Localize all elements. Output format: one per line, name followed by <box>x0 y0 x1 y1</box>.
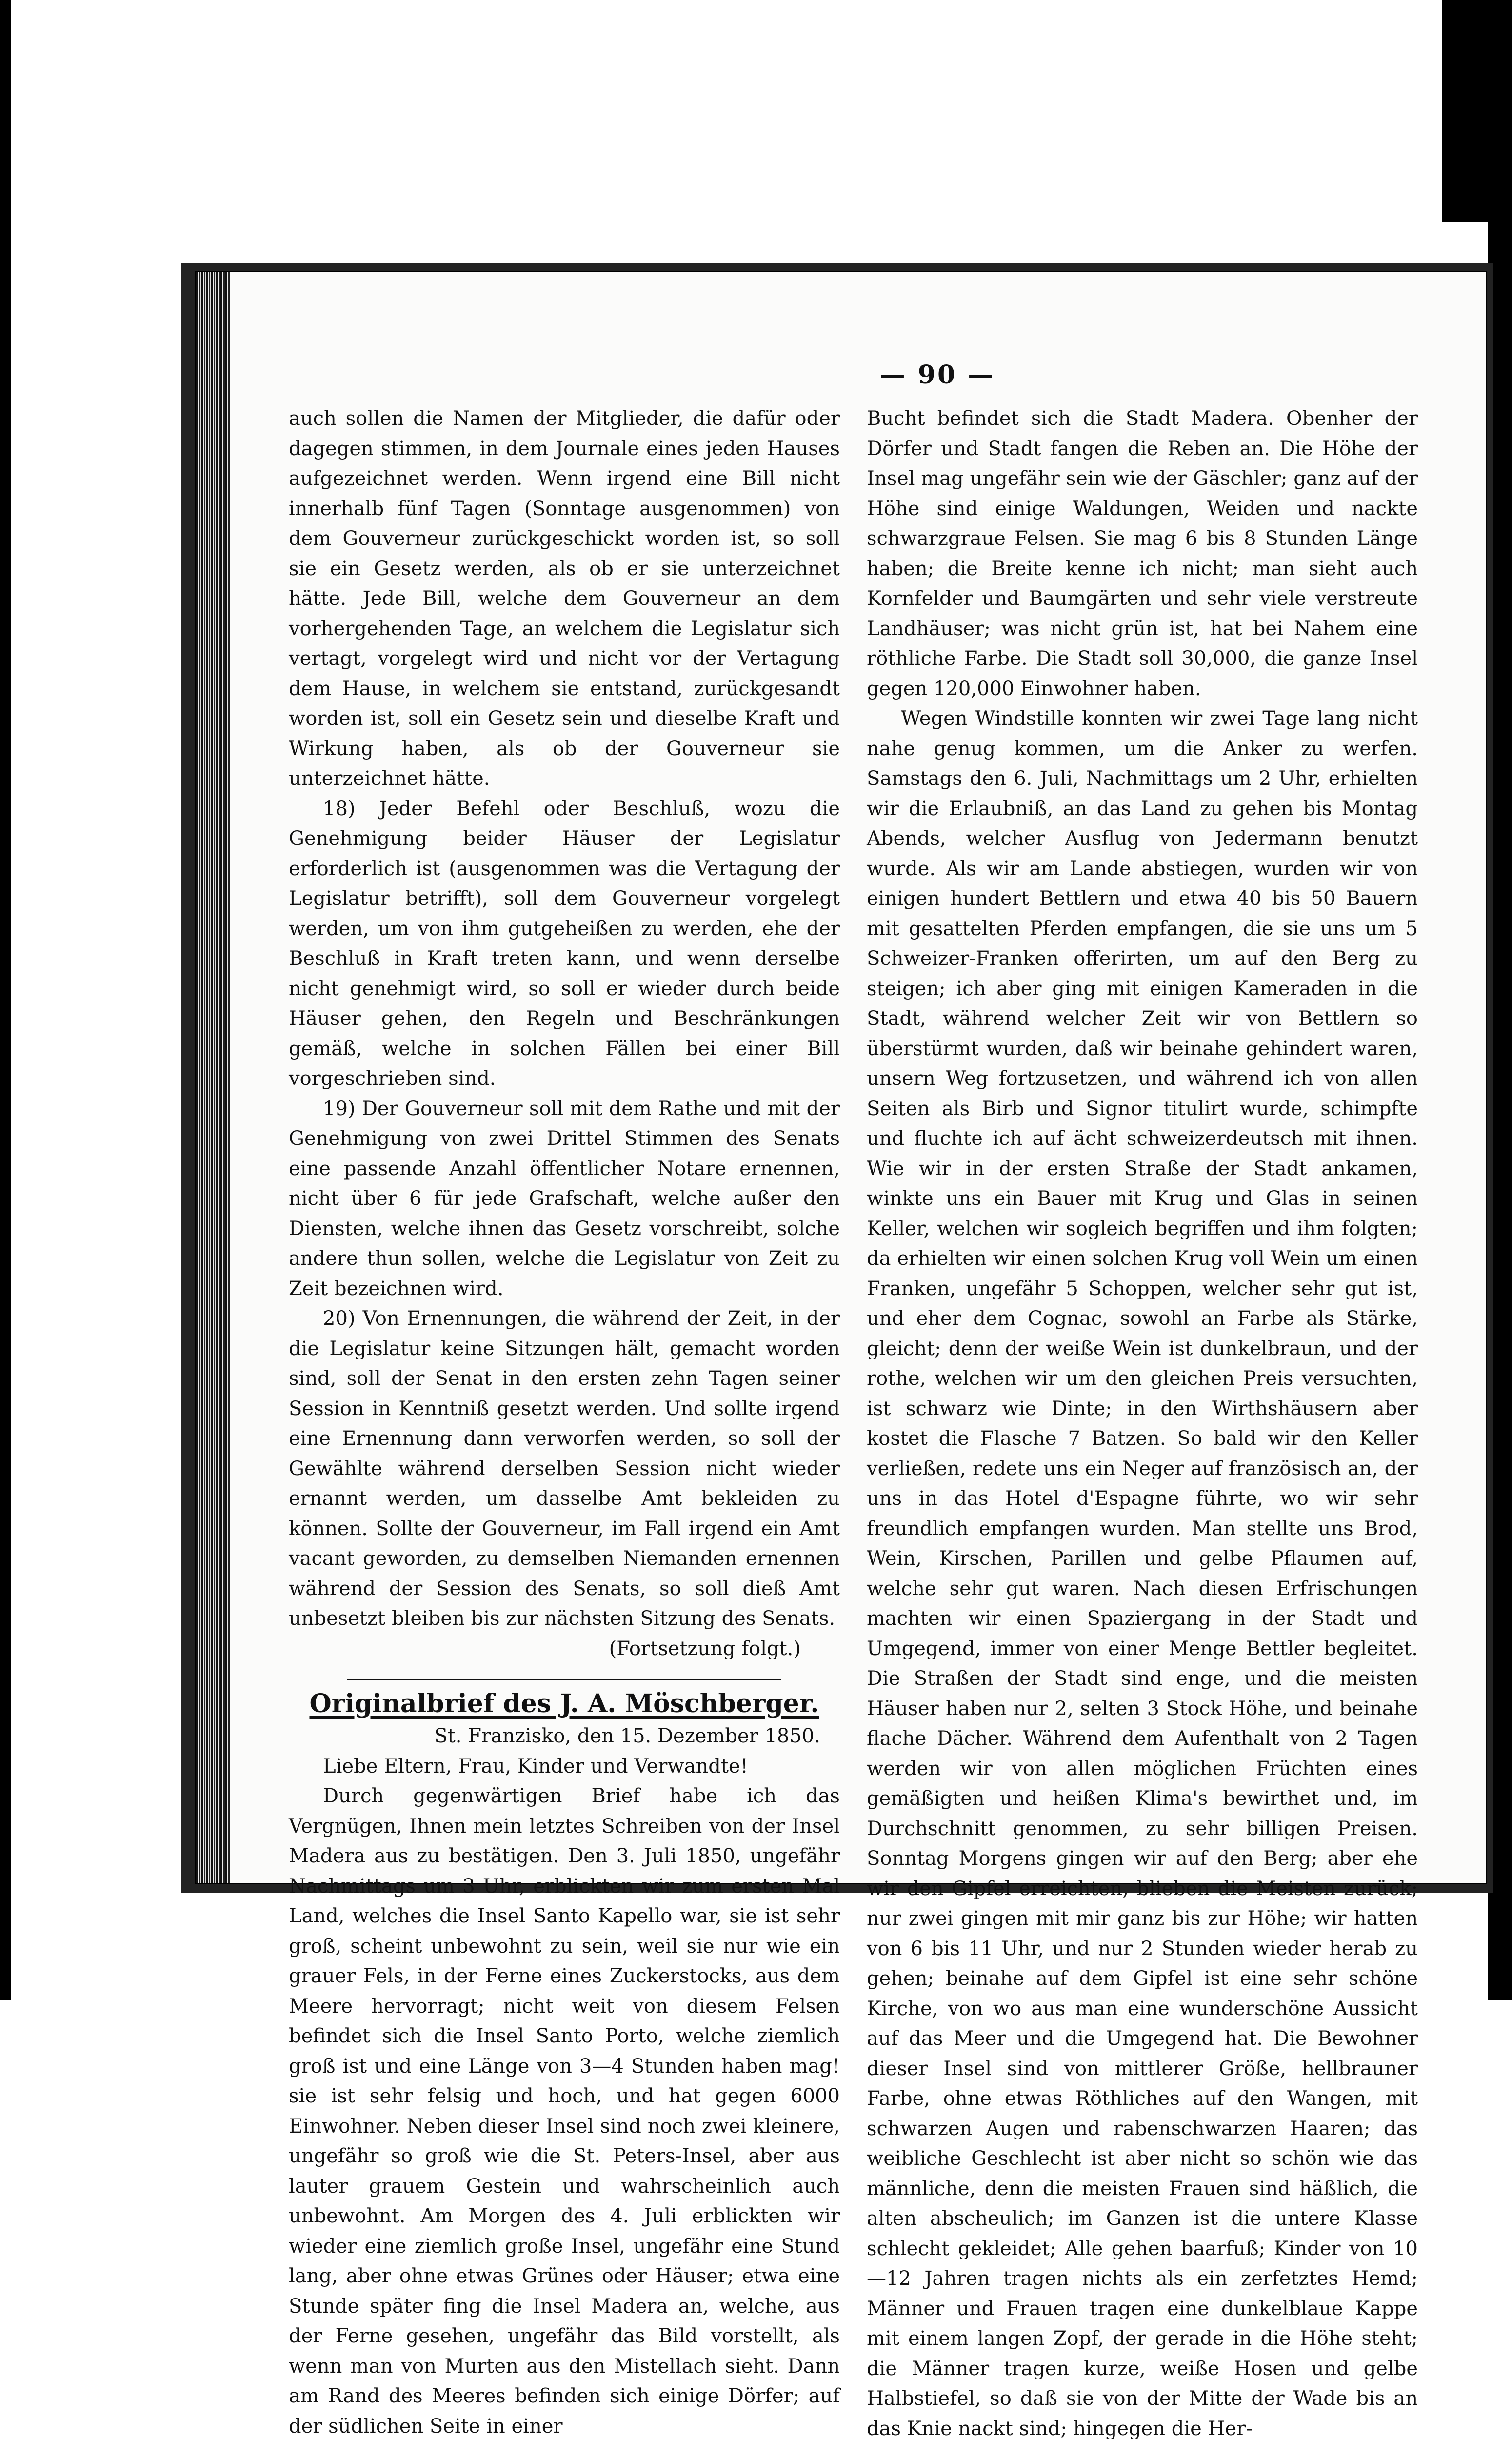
scan-border-left <box>0 0 11 2000</box>
scan-border-top-right <box>1396 0 1512 222</box>
right-column <box>867 404 1418 2439</box>
letter-body-continued: Bucht befindet sich die Stadt Madera. Obenher der Dörfer und Stadt fangen die Reben an. Die Höhe der Insel mag ungefähr sein wie der Gäschler; ganz auf der Höhe sind einige Waldungen, Weiden und nackte schwarzgraue Felsen. Sie mag 6 bis 8 Stunden Länge haben; die Breite kenne ich nicht; man sieht auch Kornfelder und Baumgärten und sehr viele verstreute Landhäuser; was nicht grün ist, hat bei Nahem eine röthliche Farbe. Die Stadt soll 30,000, die ganze Insel gegen 120,000 Einwohner haben. <box>867 407 1418 700</box>
paragraph-19: 19) Der Gouverneur soll mit dem Rathe und mit der Genehmigung von zwei Drittel Stimmen des Senats eine passende Anzahl öffentlicher Notare ernennen, nicht über 6 für jede Grafschaft, welche außer den Diensten, welche ihnen das Gesetz vorschreibt, solche andere thun sollen, welche die Legislatur von Zeit zu Zeit bezeichnen wird. <box>289 1097 840 1300</box>
letter-body-madera-visit: Wegen Windstille konnten wir zwei Tage lang nicht nahe genug kommen, um die Anker zu werfen. Samstags den 6. Juli, Nachmittags um 2 Uhr, erhielten wir die Erlaubniß, an das Land zu gehen bis Montag Abends, welcher Ausflug von Jedermann benutzt wurde. Als wir am Lande abstiegen, wurden wir von einigen hundert Bettlern und etwa 40 bis 50 Bauern mit gesattelten Pferden empfangen, die sie uns um 5 Schweizer-Franken offerirten, um auf den Berg zu steigen; ich aber ging mit einigen Kameraden in die Stadt, während welcher Zeit wir von Bettlern so überstürmt wurden, daß wir beinahe gehindert waren, unsern Weg fortzusetzen, und während ich von allen Seiten als Birb und Signor titulirt wurde, schimpfte und fluchte ich auf ächt schweizerdeutsch mit ihnen. Wie wir in der ersten Straße der Stadt ankamen, winkte uns ein Bauer mit Krug und Glas in seinen Keller, welchen wir sogleich begriffen und ihm folgten; da erhielten wir einen solchen Krug voll Wein um einen Franken, ungefähr 5 Schoppen, welcher sehr gut ist, und eher dem Cognac, sowohl an Farbe als Stärke, gleicht; denn der weiße Wein ist dunkelbraun, und der rothe, welchen wir um den gleichen Preis versuchten, ist schwarz wie Dinte; in den Wirthshäusern aber kostet die Flasche 7 Batzen. So bald wir den Keller verließen, redete uns ein Neger auf französisch an, der uns in das Hotel d'Espagne führte, wo wir sehr freundlich empfangen wurden. Man stellte uns Brod, Wein, Kirschen, Parillen und gelbe Pflaumen auf, welche sehr gut waren. Nach diesen Erfrischungen machten wir einen Spaziergang in der Stadt und Umgegend, immer von einer Menge Bettler begleitet. Die Straßen der Stadt sind enge, und die meisten Häuser haben nur 2, selten 3 Stock Höhe, und beinahe flache Dächer. Während dem Aufenthalt von 2 Tagen werden wir von allen möglichen Früchten eines gemäßigten und heißen Klima's bewirthet und, im Durchschnitt genommen, zu sehr billigen Preisen. Sonntag Morgens gingen wir auf den Berg; aber ehe wir den Gipfel erreichten, blieben die Meisten zurück; nur zwei gingen mit mir ganz bis zur Höhe; wir hatten von 6 bis 11 Uhr, und nur 2 Stunden wieder herab zu gehen; beinahe auf dem Gipfel ist eine sehr schöne Kirche, von wo aus man eine wunderschöne Aussicht auf das Meer und die Umgegend hat. Die Bewohner dieser Insel sind von mittlerer Größe, hellbrauner Farbe, ohne etwas Röthliches auf den Wangen, mit schwarzen Augen und rabenschwarzen Haaren; das weibliche Geschlecht ist aber nicht so schön wie das männliche, denn die meisten Frauen sind häßlich, die alten abscheulich; im Ganzen ist die untere Klasse schlecht gekleidet; Alle gehen baarfuß; Kinder von 10—12 Jahren tragen nichts als ein zerfetztes Hemd; Männer und Frauen tragen eine dunkelblaue Kappe mit einem langen Zopf, der gerade in die Höhe steht; die Männer tragen kurze, weiße Hosen und gelbe Halbstiefel, so daß sie von der Mitte der Wade bis an das Knie nackt sind; hingegen die Her- <box>867 707 1418 2439</box>
book-page <box>195 271 1487 2439</box>
left-column <box>289 404 840 2439</box>
letter-dateline: St. Franzisko, den 15. Dezember 1850. <box>434 1725 820 1747</box>
letter-body: Durch gegenwärtigen Brief habe ich das Vergnügen, Ihnen mein letztes Schreiben von der Insel Madera aus zu bestätigen. Den 3. Juli 1850, ungefähr Nachmittags um 3 Uhr, erblickten wir zum ersten Mal Land, welches die Insel Santo Kapello war, sie ist sehr groß, scheint unbewohnt zu sein, weil sie nur wie ein grauer Fels, in der Ferne eines Zuckerstocks, aus dem Meere hervorragt; nicht weit von diesem Felsen befindet sich die Insel Santo Porto, welche ziemlich groß ist und eine Länge von 3—4 Stunden haben mag! sie ist sehr felsig und hoch, und hat gegen 6000 Einwohner. Neben dieser Insel sind noch zwei kleinere, ungefähr so groß wie die St. Peters-Insel, aber aus lauter grauem Gestein und wahrscheinlich auch unbewohnt. Am Morgen des 4. Juli erblickten wir wieder eine ziemlich große Insel, ungefähr eine Stund lang, aber ohne etwas Grünes oder Häuser; etwa eine Stunde später fing die Insel Madera an, welche, aus der Ferne gesehen, ungefähr das Bild vorstellt, als wenn man von Murten aus den Mistellach sieht. Dann am Rand des Meeres befinden sich einige Dörfer; auf der südlichen Seite in einer <box>289 1785 840 2438</box>
section-divider <box>347 1679 781 1680</box>
paragraph-20: 20) Von Ernennungen, die während der Zeit, in der die Legislatur keine Sitzungen hält, gemacht worden sind, soll der Senat in den ersten zehn Tagen seiner Session in Kenntniß gesetzt werden. Und sollte irgend eine Ernennung dann verworfen werden, so soll der Gewählte während derselben Session nicht wieder ernannt werden, um dasselbe Amt bekleiden zu können. Sollte der Gouverneur, im Fall irgend ein Amt vacant geworden, zu demselben Niemanden ernennen während der Session des Senats, so soll dieß Amt unbesetzt bleiben bis zur nächsten Sitzung des Senats. <box>289 1307 840 1630</box>
article-headline: Originalbrief des J. A. Möschberger. <box>309 1689 819 1719</box>
page-number: — 90 — <box>879 360 995 390</box>
letter-salutation: Liebe Eltern, Frau, Kinder und Verwandte! <box>323 1755 748 1778</box>
scan-gap <box>1396 0 1442 222</box>
book-binding-edge <box>196 272 230 1883</box>
paragraph-18: 18) Jeder Befehl oder Beschluß, wozu die Genehmigung beider Häuser der Legislatur erforderlich ist (ausgenommen was die Vertagung der Legislatur betrifft), soll dem Gouverneur vorgelegt werden, um von ihm gutgeheißen zu werden, ehe der Beschluß in Kraft treten kann, und wenn derselbe nicht genehmigt wird, so soll er wieder durch beide Häuser gehen, den Regeln und Beschränkungen gemäß, welche in solchen Fällen bei einer Bill vorgeschrieben sind. <box>289 797 840 1090</box>
paragraph-17-continued: auch sollen die Namen der Mitglieder, die dafür oder dagegen stimmen, in dem Journale eines jeden Hauses aufgezeichnet werden. Wenn irgend eine Bill nicht innerhalb fünf Tagen (Sonntage ausgenommen) von dem Gouverneur zurückgeschickt worden ist, so soll sie ein Gesetz werden, als ob er sie unterzeichnet hätte. Jede Bill, welche dem Gouverneur an dem vorhergehenden Tage, an welchem die Legislatur sich vertagt, vorgelegt wird und nicht vor der Vertagung dem Hause, in welchem sie entstand, zurückgesandt worden ist, soll ein Gesetz sein und dieselbe Kraft und Wirkung haben, als ob der Gouverneur sie unterzeichnet hätte. <box>289 407 840 790</box>
continuation-note: (Fortsetzung folgt.) <box>609 1637 801 1660</box>
